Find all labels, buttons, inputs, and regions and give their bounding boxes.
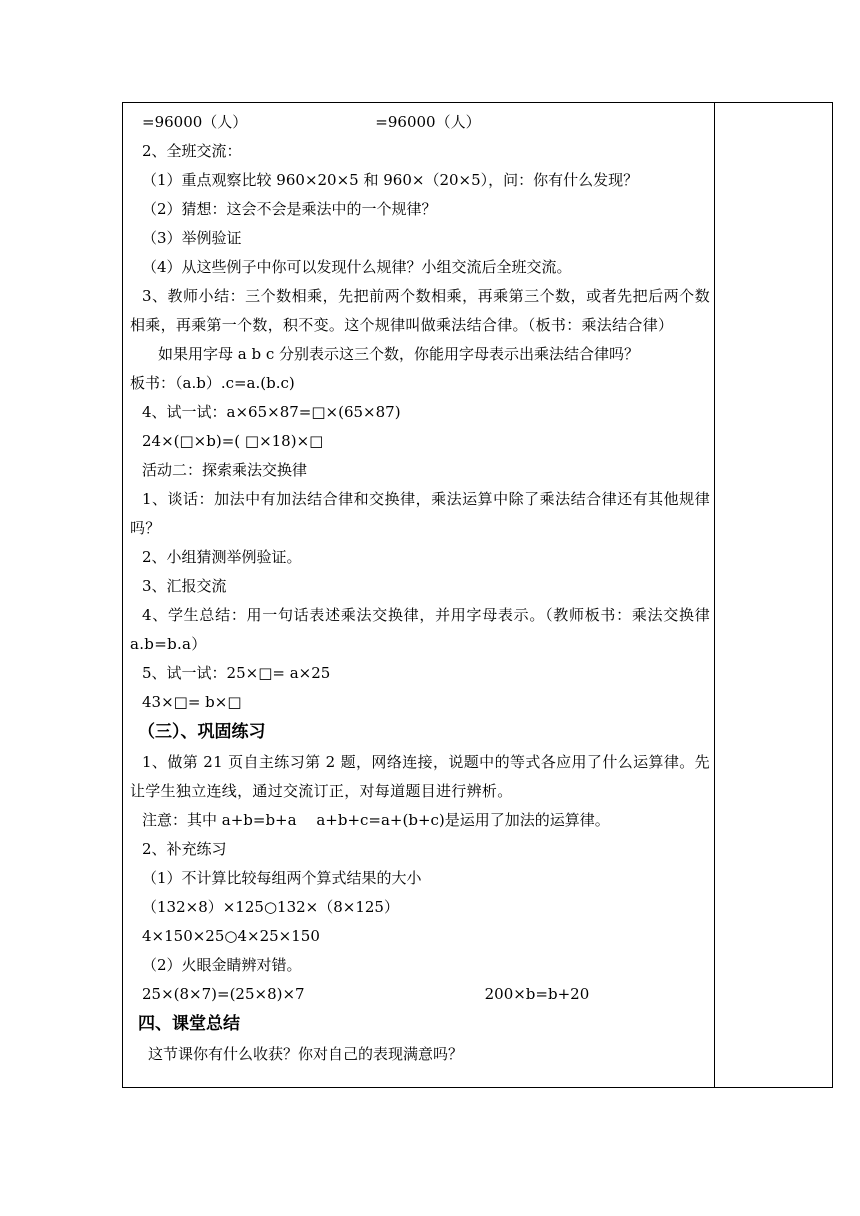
line: 4、试一试：a×65×87=□×(65×87)	[142, 403, 401, 421]
line: 43×□= b×□	[142, 693, 242, 711]
line: 3、汇报交流	[142, 577, 227, 595]
section-heading: 四、课堂总结	[138, 1014, 240, 1034]
notes-cell	[715, 102, 832, 1088]
line: （132×8）×125○132×（8×125）	[142, 898, 399, 916]
line: （1）重点观察比较 960×20×5 和 960×（20×5），问：你有什么发现？	[142, 171, 639, 189]
line: 如果用字母 a b c 分别表示这三个数，你能用字母表示出乘法结合律吗？	[158, 345, 640, 363]
line: 2、补充练习	[142, 840, 227, 858]
line: 注意：其中 a+b=b+a a+b+c=a+(b+c)是运用了加法的运算律。	[142, 811, 610, 829]
line: 5、试一试：25×□= a×25	[142, 664, 331, 682]
line	[130, 980, 710, 1009]
paragraph: 1、谈话：加法中有加法结合律和交换律，乘法运算中除了乘法结合律还有其他规律吗？	[130, 490, 710, 537]
line: （4）从这些例子中你可以发现什么规律？小组交流后全班交流。	[142, 258, 572, 276]
section-heading: （三）、巩固练习	[138, 722, 266, 742]
line: （2）火眼金睛辨对错。	[142, 956, 302, 974]
line	[130, 108, 710, 137]
line: （2）猜想：这会不会是乘法中的一个规律？	[142, 200, 437, 218]
paragraph: 4、学生总结：用一句话表述乘法交换律，并用字母表示。（教师板书：乘法交换律 a.b=b.a）	[130, 606, 710, 653]
line: 4×150×25○4×25×150	[142, 927, 320, 945]
result-right: =96000（人）	[375, 113, 481, 131]
paragraph: 1、做第 21 页自主练习第 2 题，网络连接，说题中的等式各应用了什么运算律。先让学生独立连线，通过交流订正，对每道题目进行辨析。	[130, 753, 710, 800]
line: 24×(□×b)=( □×18)×□	[142, 432, 324, 450]
paragraph: 3、教师小结：三个数相乘，先把前两个数相乘，再乘第三个数，或者先把后两个数相乘，再乘第一个数，积不变。这个规律叫做乘法结合律。（板书：乘法结合律）	[130, 287, 710, 334]
line: 2、小组猜测举例验证。	[142, 548, 302, 566]
line: 这节课你有什么收获？你对自己的表现满意吗？	[148, 1045, 464, 1063]
line: （3）举例验证	[142, 229, 242, 247]
line: 板书：（a.b）.c=a.(b.c)	[130, 374, 295, 392]
lesson-content	[130, 108, 710, 1069]
result-left: =96000（人）	[142, 113, 248, 131]
equation-left: 25×(8×7)=(25×8)×7	[142, 985, 305, 1003]
line: 2、全班交流：	[142, 142, 242, 160]
line: 活动二：探索乘法交换律	[142, 461, 308, 479]
equation-right: 200×b=b+20	[484, 985, 590, 1003]
line: （1）不计算比较每组两个算式结果的大小	[142, 869, 422, 887]
